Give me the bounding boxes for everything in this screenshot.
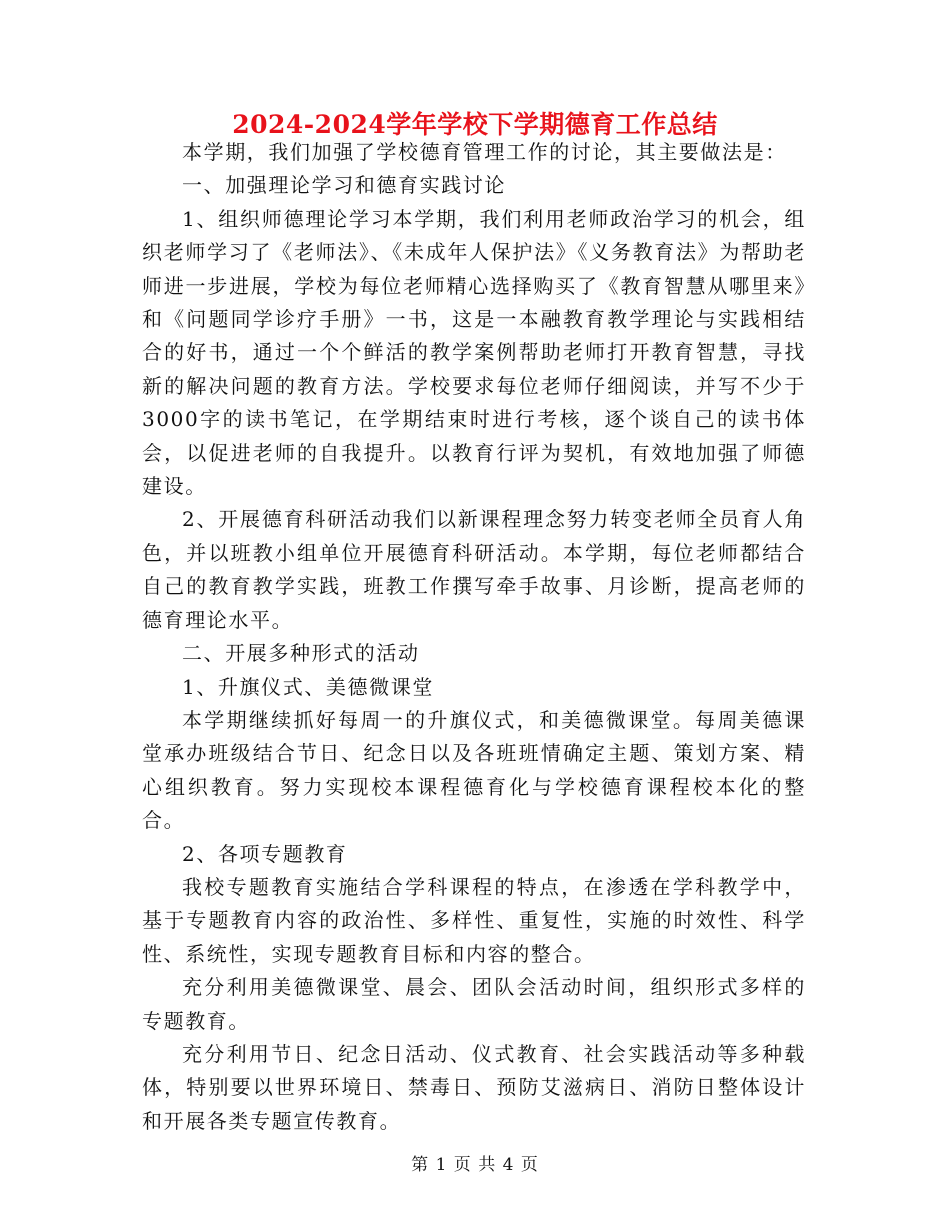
heading-section-1: 一、加强理论学习和德育实践讨论 (182, 173, 506, 198)
document-title: 2024-2024学年学校下学期德育工作总结 (232, 110, 718, 139)
page-footer: 第 1 页 共 4 页 (411, 1155, 539, 1175)
paragraph-special-education: 我校专题教育实施结合学科课程的特点，在渗透在学科教学中，基于专题教育内容的政治性、多样性、重复性，实施的时效性、科学性、系统性，实现专题教育目标和内容的整合。 (142, 874, 806, 966)
paragraph-festivals: 充分利用节日、纪念日活动、仪式教育、社会实践活动等多种载体，特别要以世界环境日、禁毒日、预防艾滋病日、消防日整体设计和开展各类专题宣传教育。 (142, 1041, 806, 1133)
paragraph-intro: 本学期，我们加强了学校德育管理工作的讨论，其主要做法是： (182, 140, 787, 164)
heading-item-2-2: 2、各项专题教育 (182, 841, 348, 866)
paragraph-item-1-1: 1、组织师德理论学习本学期，我们利用老师政治学习的机会，组织老师学习了《老师法》、《未成年人保护法》《义务教育法》为帮助老师进一步进展，学校为每位老师精心选择购买了《教育智慧从哪里来》和《问题同学诊疗手册》一书，这是一本融教育教学理论与实践相结合的好书，通过一个个鲜活的教学案例帮助老师打开教育智慧，寻找新的解决问题的教育方法。学校要求每位老师仔细阅读，并写不少于3000字的读书笔记，在学期结束时进行考核，逐个谈自己的读书体会，以促进老师的自我提升。以教育行评为契机，有效地加强了师德建设。 (142, 206, 806, 499)
document-body (142, 136, 806, 1138)
heading-section-2: 二、开展多种形式的活动 (182, 641, 420, 666)
paragraph-flag-ceremony: 本学期继续抓好每周一的升旗仪式，和美德微课堂。每周美德课堂承办班级结合节日、纪念日以及各班班情确定主题、策划方案、精心组织教育。努力实现校本课程德育化与学校德育课程校本化的整合。 (142, 707, 806, 833)
paragraph-activity-time: 充分利用美德微课堂、晨会、团队会活动时间，组织形式多样的专题教育。 (142, 975, 806, 1033)
paragraph-item-1-2: 2、开展德育科研活动我们以新课程理念努力转变老师全员育人角色，并以班教小组单位开展德育科研活动。本学期，每位老师都结合自己的教育教学实践，班教工作撰写牵手故事、月诊断，提高老师的德育理论水平。 (142, 507, 806, 632)
heading-item-2-1: 1、升旗仪式、美德微课堂 (182, 674, 434, 699)
